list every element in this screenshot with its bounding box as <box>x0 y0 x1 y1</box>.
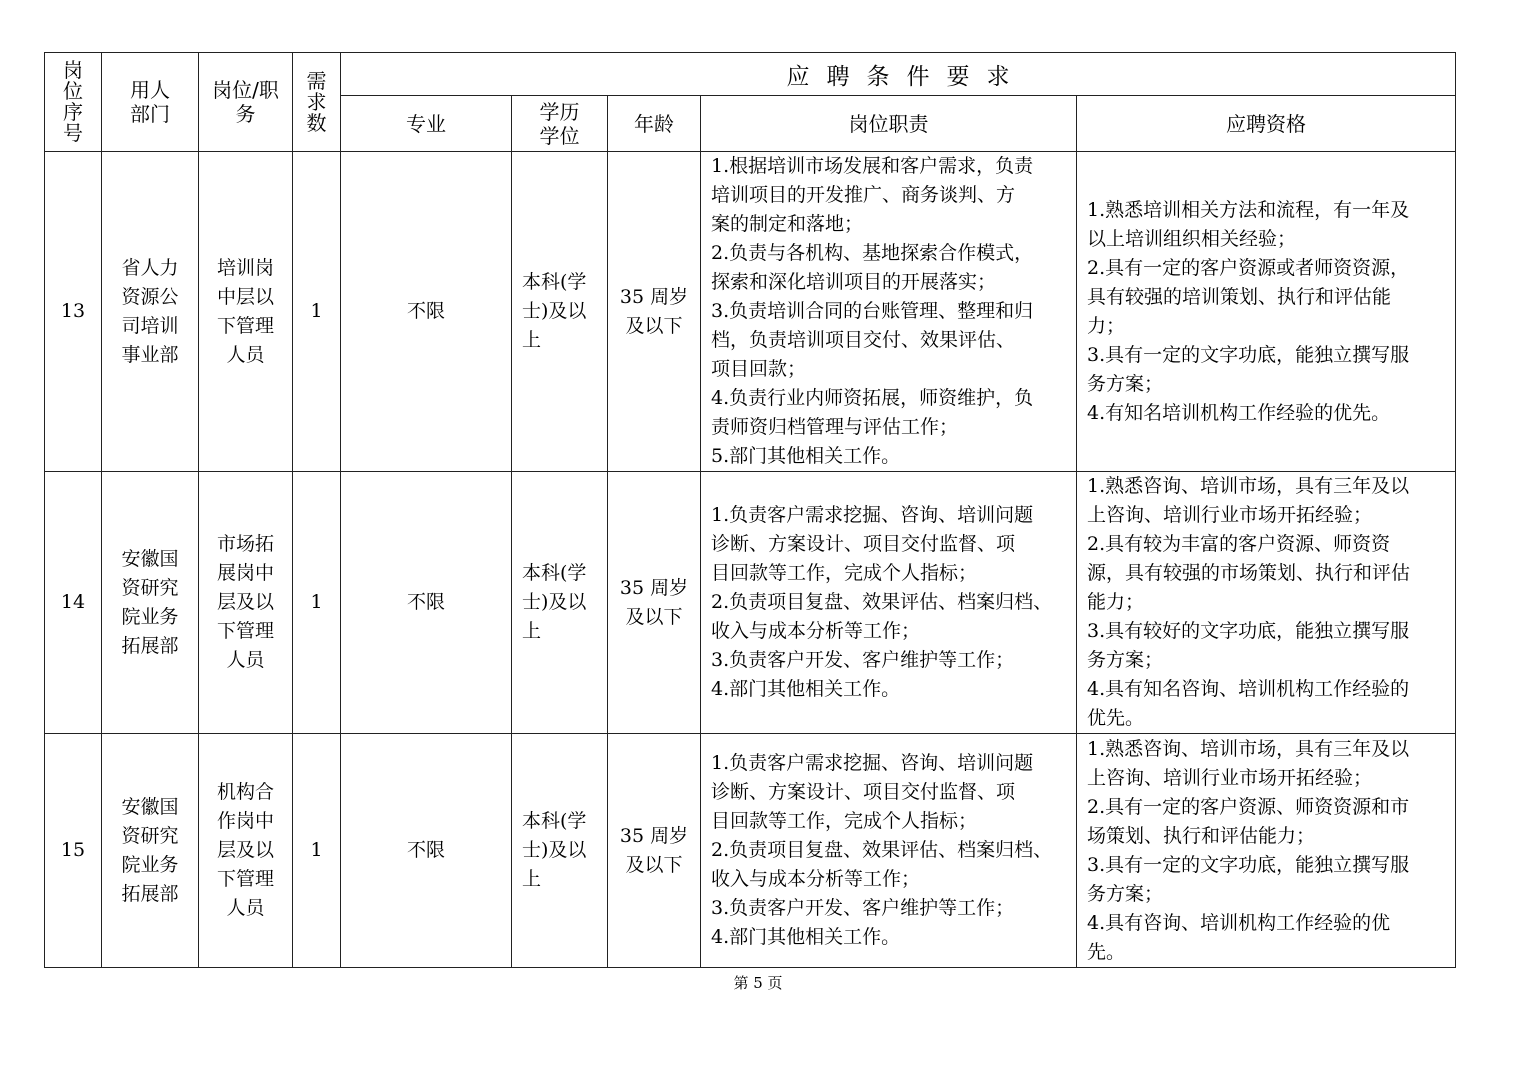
dept-cell-line: 安徽国 <box>121 795 179 818</box>
duties-cell-line: 案的制定和落地； <box>711 213 864 235</box>
qualifications-cell <box>1077 472 1456 734</box>
position-cell-line: 作岗中 <box>216 810 274 832</box>
table-row <box>45 734 1456 968</box>
age-cell-line: 及以下 <box>625 605 683 628</box>
education-cell <box>512 734 608 968</box>
header-line: 岗位/职 <box>212 78 279 102</box>
age-cell-line: 及以下 <box>625 314 683 337</box>
age-cell-line: 35 周岁 <box>619 824 689 847</box>
dept-cell-line: 拓展部 <box>121 882 179 905</box>
duties-cell-line: 目回款等工作，完成个人指标； <box>711 562 978 584</box>
duties-cell-line: 培训项目的开发推广、商务谈判、方 <box>711 184 1016 206</box>
education-cell-line: 上 <box>522 620 542 642</box>
education-cell-line: 本科(学 <box>522 810 587 832</box>
position-cell-line: 培训岗 <box>216 256 274 279</box>
header-requirements: 应聘条件要求 <box>341 53 1456 96</box>
dept-cell-line: 资研究 <box>121 824 179 847</box>
qualifications-cell-line: 4.有知名培训机构工作经验的优先。 <box>1087 401 1391 424</box>
position-cell-line: 下管理 <box>216 314 274 337</box>
position-cell-line: 层及以 <box>216 591 274 613</box>
duties-cell-line: 2.负责项目复盘、效果评估、档案归档、 <box>711 591 1053 613</box>
qualifications-cell-line: 以上培训组织相关经验； <box>1087 227 1297 250</box>
header-age: 年龄 <box>608 96 701 152</box>
duties-cell <box>701 472 1077 734</box>
qualifications-cell <box>1077 734 1456 968</box>
header-seq <box>45 53 102 152</box>
seq-cell: 14 <box>45 472 102 734</box>
duties-cell-line: 收入与成本分析等工作； <box>711 868 921 890</box>
duties-cell-line: 4.部门其他相关工作。 <box>711 926 901 948</box>
qualifications-cell-line: 2.具有较为丰富的客户资源、师资资 <box>1087 533 1391 555</box>
duties-cell-line: 探索和深化培训项目的开展落实； <box>711 271 997 293</box>
duties-cell <box>701 734 1077 968</box>
dept-cell-line: 安徽国 <box>121 547 179 570</box>
duties-cell-line: 2.负责项目复盘、效果评估、档案归档、 <box>711 839 1053 861</box>
seq-cell: 15 <box>45 734 102 968</box>
education-cell-line: 本科(学 <box>522 562 587 584</box>
qualifications-cell-line: 1.熟悉咨询、培训市场，具有三年及以 <box>1087 475 1410 497</box>
major-cell: 不限 <box>341 734 512 968</box>
qualifications-cell-line: 1.熟悉咨询、培训市场，具有三年及以 <box>1087 737 1410 760</box>
age-cell <box>608 152 701 472</box>
qualifications-cell-line: 场策划、执行和评估能力； <box>1087 824 1316 847</box>
seq-cell: 13 <box>45 152 102 472</box>
major-cell: 不限 <box>341 152 512 472</box>
header-line: 岗 <box>63 58 83 82</box>
duties-cell-line: 4.部门其他相关工作。 <box>711 678 901 700</box>
table-row <box>45 152 1456 472</box>
count-cell: 1 <box>293 734 341 968</box>
header-education <box>512 96 608 152</box>
count-cell: 1 <box>293 152 341 472</box>
header-major: 专业 <box>341 96 512 152</box>
duties-cell-line: 1.负责客户需求挖掘、咨询、培训问题 <box>711 504 1034 526</box>
position-cell-line: 机构合 <box>216 781 274 803</box>
qualifications-cell <box>1077 152 1456 472</box>
education-cell <box>512 472 608 734</box>
position-cell <box>199 734 293 968</box>
count-cell: 1 <box>293 472 341 734</box>
duties-cell-line: 4.负责行业内师资拓展，师资维护，负 <box>711 387 1034 409</box>
header-line: 部门 <box>130 102 170 126</box>
header-dept <box>102 53 199 152</box>
header-line: 务 <box>235 102 256 126</box>
qualifications-cell-line: 能力； <box>1087 591 1145 613</box>
header-line: 位 <box>63 79 83 103</box>
duties-cell-line: 项目回款； <box>711 358 807 380</box>
qualifications-cell-line: 3.具有一定的文字功底，能独立撰写服 <box>1087 343 1410 366</box>
qualifications-cell-line: 2.具有一定的客户资源或者师资资源， <box>1087 256 1410 279</box>
qualifications-cell-line: 优先。 <box>1087 707 1145 729</box>
qualifications-cell-line: 4.具有咨询、培训机构工作经验的优 <box>1087 911 1391 934</box>
education-cell-line: 上 <box>522 868 542 890</box>
age-cell-line: 35 周岁 <box>619 285 689 308</box>
header-line: 求 <box>306 89 327 114</box>
position-cell-line: 下管理 <box>216 620 274 642</box>
duties-cell-line: 3.负责客户开发、客户维护等工作； <box>711 649 1015 671</box>
qualifications-cell-line: 2.具有一定的客户资源、师资资源和市 <box>1087 795 1410 818</box>
position-cell-line: 中层以 <box>216 285 274 308</box>
position-cell-line: 展岗中 <box>216 562 274 584</box>
education-cell-line: 士)及以 <box>522 839 587 861</box>
position-cell-line: 市场拓 <box>216 533 274 555</box>
qualifications-cell-line: 3.具有较好的文字功底，能独立撰写服 <box>1087 620 1410 642</box>
dept-cell-line: 拓展部 <box>121 634 179 657</box>
position-cell-line: 下管理 <box>216 868 274 890</box>
header-position <box>199 53 293 152</box>
dept-cell <box>102 152 199 472</box>
table-row <box>45 472 1456 734</box>
major-cell: 不限 <box>341 472 512 734</box>
qualifications-cell-line: 4.具有知名咨询、培训机构工作经验的 <box>1087 678 1410 700</box>
header-count <box>293 53 341 152</box>
qualifications-cell-line: 力； <box>1087 314 1126 337</box>
header-line: 需 <box>306 68 327 93</box>
duties-cell-line: 1.根据培训市场发展和客户需求，负责 <box>711 155 1034 177</box>
qualifications-cell-line: 源，具有较强的市场策划、执行和评估 <box>1087 562 1411 584</box>
position-cell-line: 人员 <box>226 343 265 366</box>
header-duties: 岗位职责 <box>701 96 1077 152</box>
dept-cell-line: 资研究 <box>121 576 179 599</box>
education-cell-line: 士)及以 <box>522 591 587 613</box>
duties-cell-line: 目回款等工作，完成个人指标； <box>711 810 978 832</box>
duties-cell <box>701 152 1077 472</box>
header-line: 数 <box>306 110 327 135</box>
dept-cell-line: 资源公 <box>121 285 179 308</box>
dept-cell-line: 司培训 <box>121 314 179 337</box>
header-line: 号 <box>63 121 83 145</box>
qualifications-cell-line: 先。 <box>1087 940 1126 963</box>
age-cell-line: 35 周岁 <box>619 576 689 599</box>
qualifications-cell-line: 上咨询、培训行业市场开拓经验； <box>1087 504 1373 526</box>
age-cell-line: 及以下 <box>625 853 683 876</box>
education-cell-line: 本科(学 <box>522 271 587 293</box>
header-line: 用人 <box>130 78 170 102</box>
qualifications-cell-line: 3.具有一定的文字功底，能独立撰写服 <box>1087 853 1410 876</box>
age-cell <box>608 734 701 968</box>
duties-cell-line: 诊断、方案设计、项目交付监督、项 <box>711 781 1016 803</box>
duties-cell-line: 诊断、方案设计、项目交付监督、项 <box>711 533 1016 555</box>
duties-cell-line: 3.负责培训合同的台账管理、整理和归 <box>711 300 1034 322</box>
education-cell-line: 士)及以 <box>522 300 587 322</box>
position-cell-line: 人员 <box>226 649 265 671</box>
duties-cell-line: 收入与成本分析等工作； <box>711 620 921 642</box>
dept-cell <box>102 734 199 968</box>
duties-cell-line: 2.负责与各机构、基地探索合作模式， <box>711 242 1034 264</box>
education-cell <box>512 152 608 472</box>
page-number: 第 5 页 <box>733 974 783 992</box>
dept-cell-line: 院业务 <box>121 605 179 628</box>
table-body <box>45 152 1456 968</box>
duties-cell-line: 3.负责客户开发、客户维护等工作； <box>711 897 1015 919</box>
qualifications-cell-line: 1.熟悉培训相关方法和流程，有一年及 <box>1087 198 1410 221</box>
header-line: 学位 <box>539 123 580 148</box>
header-line: 序 <box>63 100 83 124</box>
qualifications-cell-line: 上咨询、培训行业市场开拓经验； <box>1087 766 1373 789</box>
dept-cell-line: 院业务 <box>121 853 179 876</box>
position-cell <box>199 472 293 734</box>
duties-cell-line: 档，负责培训项目交付、效果评估、 <box>711 329 1016 351</box>
position-cell <box>199 152 293 472</box>
dept-cell-line: 省人力 <box>121 256 179 279</box>
qualifications-cell-line: 务方案； <box>1087 372 1164 395</box>
qualifications-cell-line: 具有较强的培训策划、执行和评估能 <box>1087 285 1392 308</box>
position-cell-line: 人员 <box>226 897 265 919</box>
duties-cell-line: 责师资归档管理与评估工作； <box>711 416 959 438</box>
dept-cell-line: 事业部 <box>121 343 179 366</box>
header-line: 学历 <box>539 99 580 124</box>
recruitment-table <box>44 52 1456 968</box>
qualifications-cell-line: 务方案； <box>1087 882 1164 905</box>
header-qualifications: 应聘资格 <box>1077 96 1456 152</box>
age-cell <box>608 472 701 734</box>
duties-cell-line: 1.负责客户需求挖掘、咨询、培训问题 <box>711 752 1034 774</box>
position-cell-line: 层及以 <box>216 839 274 861</box>
education-cell-line: 上 <box>522 329 542 351</box>
duties-cell-line: 5.部门其他相关工作。 <box>711 445 901 467</box>
qualifications-cell-line: 务方案； <box>1087 649 1164 671</box>
dept-cell <box>102 472 199 734</box>
